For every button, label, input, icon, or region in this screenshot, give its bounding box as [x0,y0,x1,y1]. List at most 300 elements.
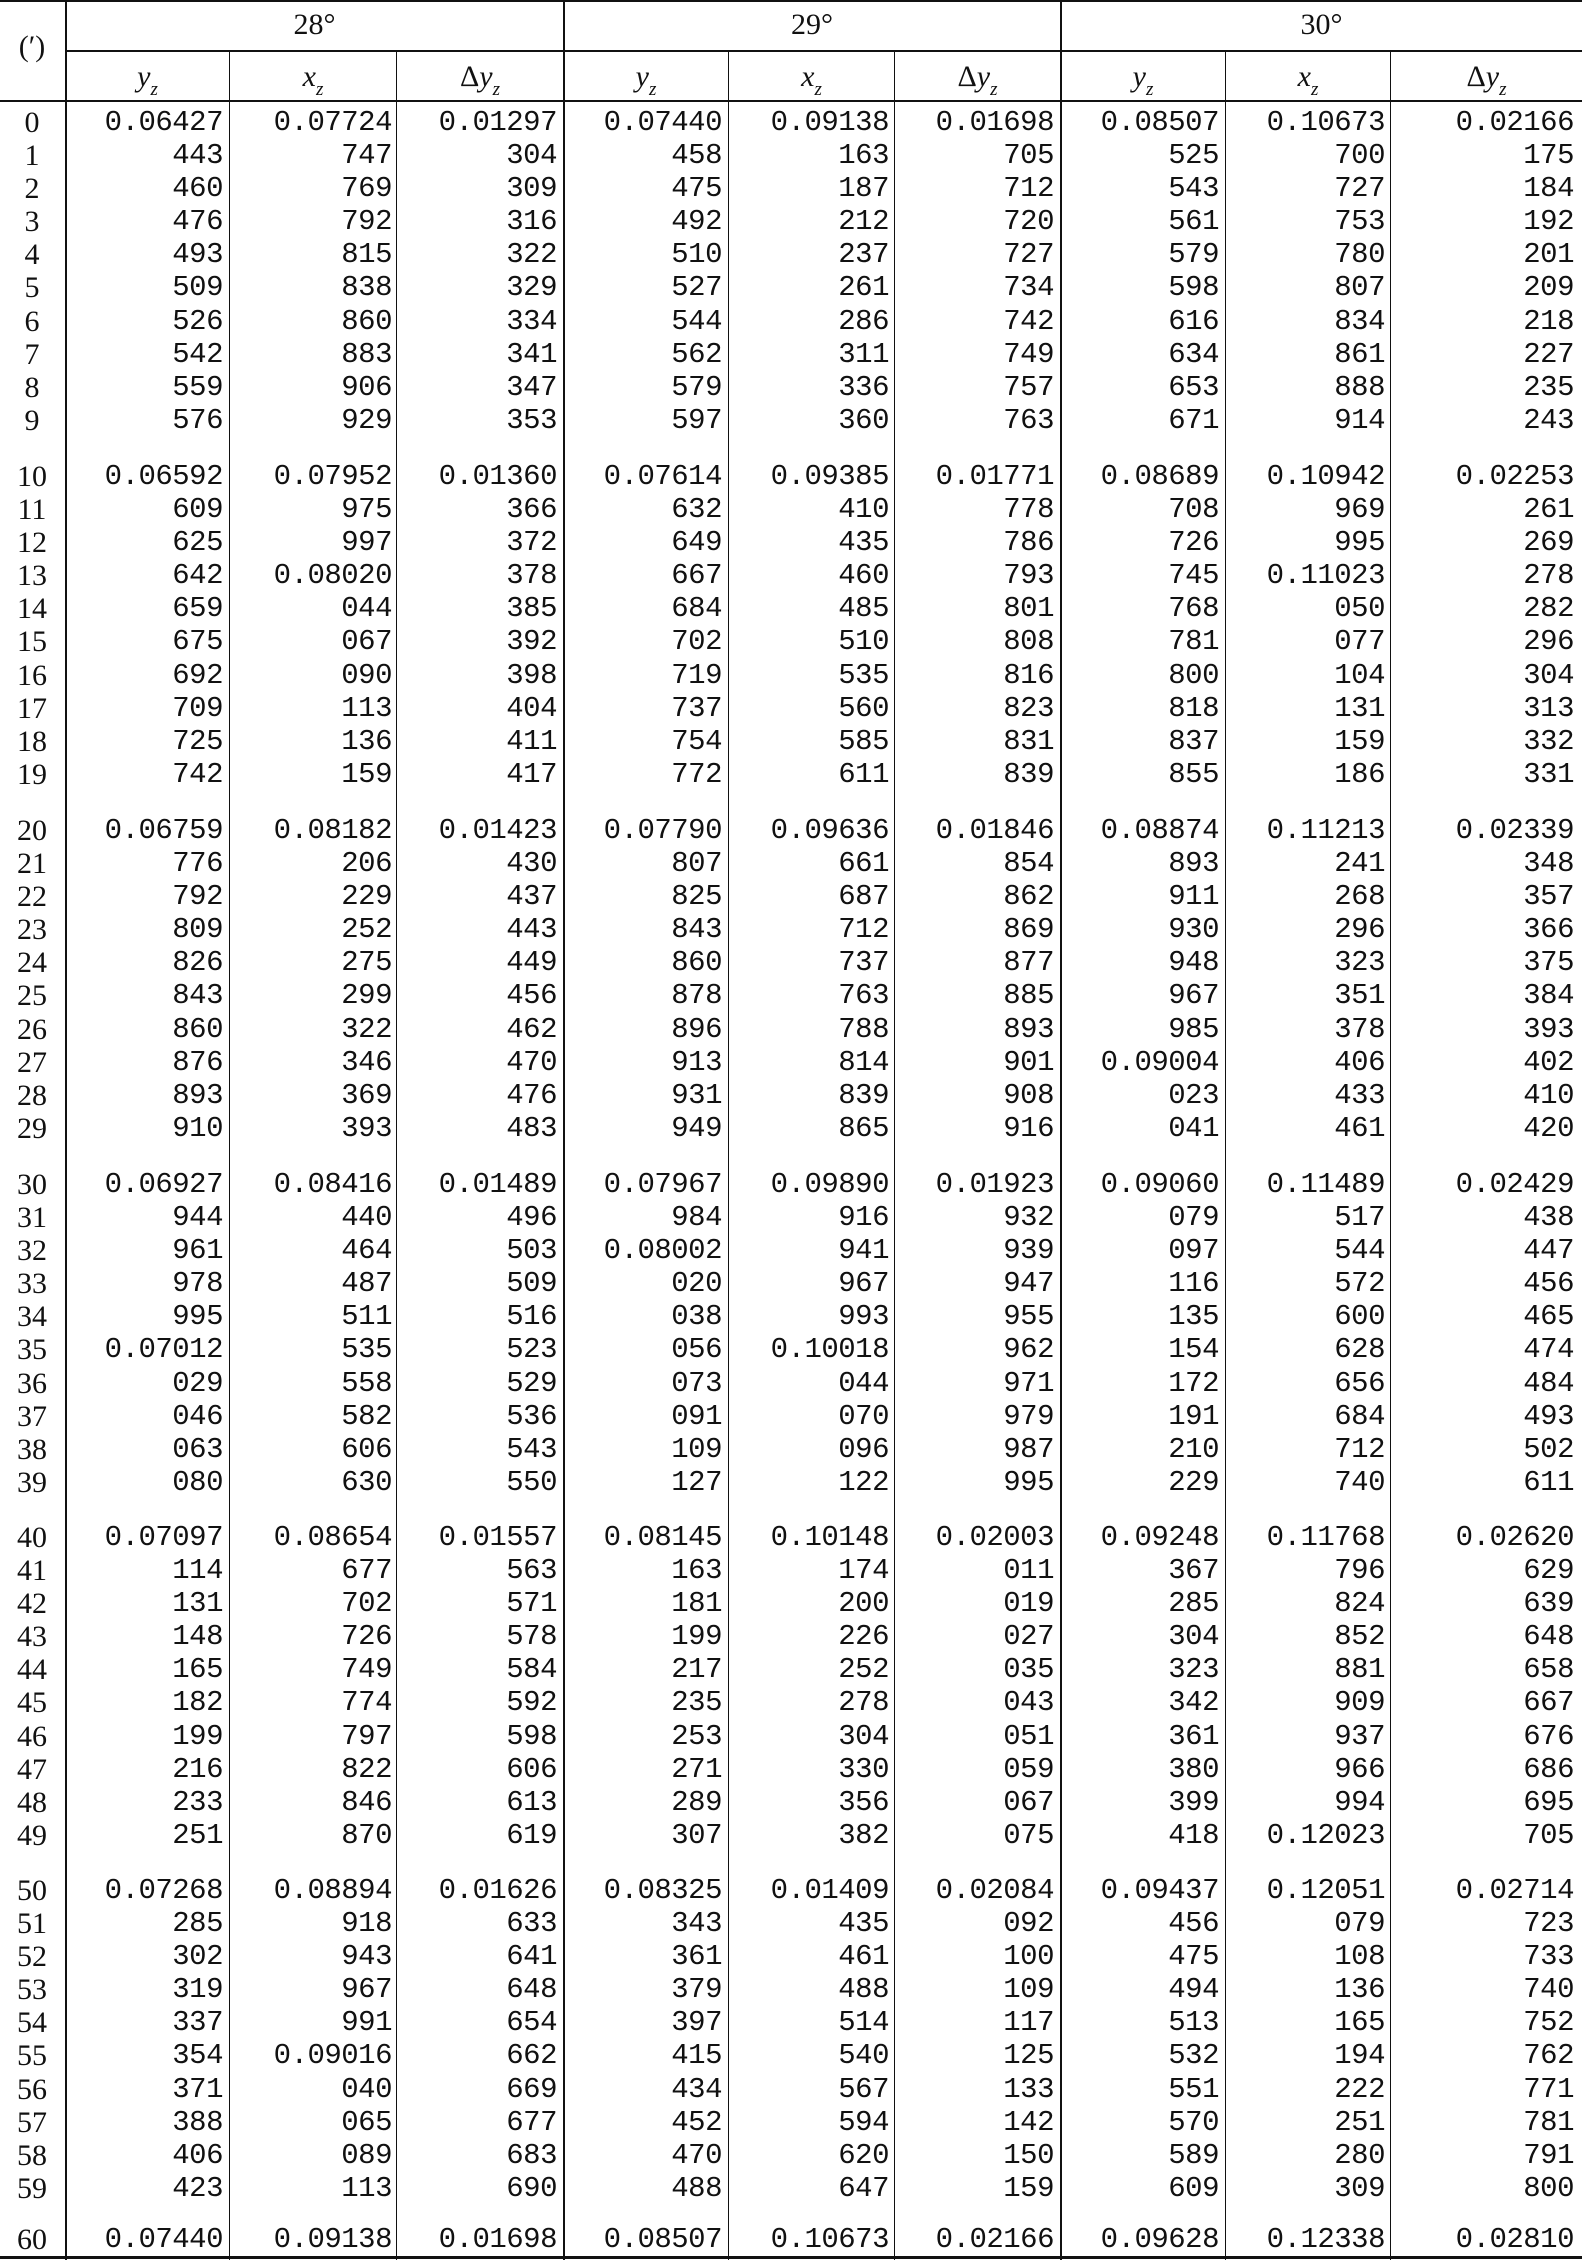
table-row [0,1753,1582,1786]
value-cell: 070 [838,1399,889,1433]
value-cell: 372 [506,526,557,560]
value-cell: 399 [1168,1785,1219,1819]
value-cell: 385 [506,592,557,626]
value-cell: 0.01409 [770,1874,889,1907]
value-cell: 0.07440 [603,106,722,139]
value-cell: 456 [506,979,557,1013]
value-cell: 526 [172,304,223,338]
value-cell: 576 [172,403,223,437]
table-row [0,172,1582,205]
value-cell: 341 [506,337,557,371]
value-cell: 757 [1003,370,1054,404]
value-cell: 278 [838,1686,889,1720]
value-cell: 995 [1334,526,1385,560]
value-cell: 791 [1523,2138,1574,2172]
value-cell: 117 [1003,2006,1054,2040]
value-cell: 630 [341,1465,392,1499]
value-cell: 966 [1334,1752,1385,1786]
table-row [0,1333,1582,1366]
value-cell: 754 [671,724,722,758]
minute-cell: 33 [17,1267,47,1301]
value-cell: 825 [671,880,722,914]
value-cell: 216 [172,1752,223,1786]
minute-cell: 48 [17,1785,47,1819]
value-cell: 243 [1523,403,1574,437]
table-row [0,404,1582,437]
value-cell: 503 [506,1234,557,1268]
value-cell: 434 [671,2072,722,2106]
value-cell: 268 [1334,880,1385,914]
value-cell: 632 [671,493,722,527]
value-cell: 661 [838,847,889,881]
value-cell: 470 [671,2138,722,2172]
table-row [0,1907,1582,1940]
value-cell: 378 [506,559,557,593]
value-cell: 809 [172,913,223,947]
minute-cell: 35 [17,1333,47,1367]
table-row [0,2039,1582,2072]
table-row [0,1400,1582,1433]
value-cell: 648 [506,1973,557,2007]
value-cell: 979 [1003,1399,1054,1433]
value-cell: 616 [1168,304,1219,338]
sub-header-base: y [976,60,991,93]
value-cell: 654 [506,2006,557,2040]
value-cell: 913 [671,1045,722,1079]
minute-cell: 42 [17,1587,47,1621]
value-cell: 885 [1003,979,1054,1013]
table-row [0,493,1582,526]
value-cell: 0.07440 [104,2223,223,2256]
value-cell: 749 [1003,337,1054,371]
value-cell: 0.01489 [438,1168,557,1201]
value-cell: 406 [172,2138,223,2172]
value-cell: 402 [1523,1045,1574,1079]
value-cell: 629 [1523,1554,1574,1588]
value-cell: 343 [671,1907,722,1941]
minute-cell: 39 [17,1465,47,1499]
value-cell: 435 [838,526,889,560]
value-cell: 684 [1334,1399,1385,1433]
value-cell: 114 [172,1554,223,1588]
value-cell: 943 [341,1940,392,1974]
value-cell: 0.01360 [438,460,557,493]
value-cell: 893 [1168,847,1219,881]
table-row [0,1367,1582,1400]
value-cell: 869 [1003,913,1054,947]
minute-cell: 1 [24,139,40,173]
value-cell: 311 [838,337,889,371]
table-row [0,205,1582,238]
value-cell: 332 [1523,724,1574,758]
value-cell: 854 [1003,847,1054,881]
value-cell: 443 [506,913,557,947]
value-cell: 712 [1003,172,1054,206]
value-cell: 551 [1168,2072,1219,2106]
value-cell: 323 [1168,1653,1219,1687]
value-cell: 286 [838,304,889,338]
value-cell: 916 [1003,1111,1054,1145]
value-cell: 456 [1523,1267,1574,1301]
value-cell: 0.01771 [935,460,1054,493]
value-cell: 579 [1168,238,1219,272]
value-cell: 676 [1523,1719,1574,1753]
value-cell: 398 [506,658,557,692]
value-cell: 229 [1168,1465,1219,1499]
value-cell: 150 [1003,2138,1054,2172]
value-cell: 647 [838,2171,889,2205]
sub-column-header [895,54,1060,100]
sub-column-header [66,54,229,100]
value-cell: 065 [341,2105,392,2139]
value-cell: 492 [671,205,722,239]
value-cell: 316 [506,205,557,239]
value-cell: 584 [506,1653,557,1687]
value-cell: 241 [1334,847,1385,881]
value-cell: 423 [172,2171,223,2205]
value-cell: 592 [506,1686,557,1720]
value-cell: 737 [838,946,889,980]
value-cell: 509 [506,1267,557,1301]
row-group [0,814,1582,1145]
value-cell: 814 [838,1045,889,1079]
minute-cell: 34 [17,1300,47,1334]
value-cell: 516 [506,1300,557,1334]
value-cell: 648 [1523,1620,1574,1654]
value-cell: 092 [1003,1907,1054,1941]
value-cell: 0.01846 [935,814,1054,847]
value-cell: 142 [1003,2105,1054,2139]
value-cell: 456 [1168,1907,1219,1941]
table-row [0,559,1582,592]
value-cell: 079 [1168,1201,1219,1235]
value-cell: 994 [1334,1785,1385,1819]
value-cell: 0.02166 [935,2223,1054,2256]
minute-cell: 36 [17,1366,47,1400]
value-cell: 020 [671,1267,722,1301]
value-cell: 077 [1334,625,1385,659]
value-cell: 628 [1334,1333,1385,1367]
table-row [0,106,1582,139]
row-group [0,1874,1582,2205]
minute-cell: 5 [24,271,40,305]
value-cell: 0.11023 [1266,559,1385,593]
value-cell: 855 [1168,757,1219,791]
sub-column-header [1061,54,1225,100]
sub-column-header [564,54,728,100]
value-cell: 947 [1003,1267,1054,1301]
sub-header-base: x [302,60,316,93]
value-cell: 955 [1003,1300,1054,1334]
value-cell: 090 [341,658,392,692]
degree-header-28: 28° [293,8,336,41]
minute-cell: 27 [17,1045,47,1079]
value-cell: 726 [1168,526,1219,560]
value-cell: 192 [1523,205,1574,239]
value-cell: 493 [172,238,223,272]
value-cell: 826 [172,946,223,980]
value-cell: 404 [506,691,557,725]
value-cell: 800 [1523,2171,1574,2205]
value-cell: 712 [838,913,889,947]
value-cell: 752 [1523,2006,1574,2040]
value-cell: 781 [1523,2105,1574,2139]
value-cell: 353 [506,403,557,437]
value-cell: 122 [838,1465,889,1499]
table-row [0,1234,1582,1267]
table-row [0,692,1582,725]
value-cell: 769 [341,172,392,206]
minute-cell: 10 [17,460,47,493]
value-cell: 745 [1168,559,1219,593]
value-cell: 165 [1334,2006,1385,2040]
value-cell: 686 [1523,1752,1574,1786]
value-cell: 839 [838,1078,889,1112]
value-cell: 200 [838,1587,889,1621]
value-cell: 159 [341,757,392,791]
value-cell: 366 [506,493,557,527]
value-cell: 496 [506,1201,557,1235]
value-cell: 447 [1523,1234,1574,1268]
value-cell: 322 [506,238,557,272]
minute-cell: 20 [17,814,47,847]
minute-cell: 25 [17,979,47,1013]
value-cell: 561 [1168,205,1219,239]
value-cell: 285 [1168,1587,1219,1621]
value-cell: 172 [1168,1366,1219,1400]
sub-column-header [729,54,894,100]
table-row [0,1720,1582,1753]
sub-header-prefix: Δ [459,60,480,93]
value-cell: 705 [1003,139,1054,173]
value-cell: 620 [838,2138,889,2172]
value-cell: 594 [838,2105,889,2139]
value-cell: 461 [838,1940,889,1974]
value-cell: 929 [341,403,392,437]
value-cell: 0.01923 [935,1168,1054,1201]
value-cell: 113 [341,2171,392,2205]
value-cell: 411 [506,724,557,758]
value-cell: 514 [838,2006,889,2040]
row-group [0,1521,1582,1852]
value-cell: 199 [671,1620,722,1654]
value-cell: 309 [1334,2171,1385,2205]
value-cell: 816 [1003,658,1054,692]
minute-cell: 14 [17,592,47,626]
minute-cell: 2 [24,172,40,206]
value-cell: 776 [172,847,223,881]
value-cell: 780 [1334,238,1385,272]
value-cell: 667 [671,559,722,593]
value-cell: 529 [506,1366,557,1400]
table-row [0,725,1582,758]
value-cell: 154 [1168,1333,1219,1367]
sub-header-base: x [1297,60,1311,93]
value-cell: 038 [671,1300,722,1334]
table-row [0,758,1582,791]
value-cell: 772 [671,757,722,791]
value-cell: 367 [1168,1554,1219,1588]
value-cell: 417 [506,757,557,791]
value-cell: 675 [172,625,223,659]
value-cell: 831 [1003,724,1054,758]
sub-header-prefix: Δ [1466,60,1486,93]
value-cell: 289 [671,1785,722,1819]
value-cell: 0.09016 [273,2039,392,2073]
value-cell: 165 [172,1653,223,1687]
value-cell: 740 [1334,1465,1385,1499]
value-cell: 330 [838,1752,889,1786]
minute-cell: 0 [24,106,40,139]
value-cell: 356 [838,1785,889,1819]
minute-cell: 22 [17,880,47,914]
value-cell: 727 [1334,172,1385,206]
value-cell: 0.09628 [1100,2223,1219,2256]
table-row [0,2172,1582,2205]
minute-cell: 12 [17,526,47,560]
value-cell: 0.08654 [273,1521,392,1554]
value-cell: 948 [1168,946,1219,980]
table-row [0,1201,1582,1234]
value-cell: 476 [172,205,223,239]
sub-header-base: y [137,60,151,93]
value-cell: 393 [341,1111,392,1145]
value-cell: 125 [1003,2039,1054,2073]
table-row [0,1079,1582,1112]
value-cell: 987 [1003,1432,1054,1466]
value-cell: 542 [172,337,223,371]
value-cell: 0.01698 [935,106,1054,139]
value-cell: 0.01557 [438,1521,557,1554]
value-cell: 997 [341,526,392,560]
table-row [0,1521,1582,1554]
value-cell: 212 [838,205,889,239]
value-cell: 931 [671,1078,722,1112]
value-cell: 0.08182 [273,814,392,847]
value-cell: 0.07614 [603,460,722,493]
value-cell: 384 [1523,979,1574,1013]
value-cell: 440 [341,1201,392,1235]
value-cell: 0.01698 [438,2223,557,2256]
value-cell: 218 [1523,304,1574,338]
table-row [0,659,1582,692]
value-cell: 462 [506,1012,557,1046]
value-cell: 067 [1003,1785,1054,1819]
sub-header-subscript: z [648,79,657,100]
value-cell: 763 [1003,403,1054,437]
value-cell: 906 [341,370,392,404]
value-cell: 641 [506,1940,557,1974]
value-cell: 788 [838,1012,889,1046]
table-row-final [0,2223,1582,2256]
value-cell: 302 [172,1940,223,1974]
value-cell: 0.08507 [603,2223,722,2256]
bottom-rule [0,2256,1582,2259]
sub-header-subscript: z [1145,79,1154,100]
value-cell: 734 [1003,271,1054,305]
value-cell: 0.07268 [104,1874,223,1907]
value-cell: 131 [172,1587,223,1621]
value-cell: 046 [172,1399,223,1433]
value-cell: 511 [341,1300,392,1334]
minute-cell: 49 [17,1818,47,1852]
value-cell: 133 [1003,2072,1054,2106]
value-cell: 0.10673 [1266,106,1385,139]
value-cell: 967 [838,1267,889,1301]
value-cell: 0.02810 [1455,2223,1574,2256]
value-cell: 949 [671,1111,722,1145]
value-cell: 800 [1168,658,1219,692]
value-cell: 0.12338 [1266,2223,1385,2256]
value-cell: 474 [1523,1333,1574,1367]
value-cell: 091 [671,1399,722,1433]
value-cell: 742 [172,757,223,791]
value-cell: 742 [1003,304,1054,338]
minute-cell: 7 [24,337,40,371]
value-cell: 877 [1003,946,1054,980]
value-cell: 229 [341,880,392,914]
table-row [0,1786,1582,1819]
value-cell: 0.07967 [603,1168,722,1201]
row-group [0,460,1582,791]
value-cell: 044 [838,1366,889,1400]
value-cell: 233 [172,1785,223,1819]
value-cell: 201 [1523,238,1574,272]
value-cell: 280 [1334,2138,1385,2172]
sub-column-header [1226,54,1390,100]
minute-column-header: (′) [18,30,46,63]
value-cell: 375 [1523,946,1574,980]
value-cell: 0.02620 [1455,1521,1574,1554]
value-cell: 433 [1334,1078,1385,1112]
value-cell: 861 [1334,337,1385,371]
value-cell: 914 [1334,403,1385,437]
value-cell: 131 [1334,691,1385,725]
minute-cell: 6 [24,304,40,338]
value-cell: 0.02429 [1455,1168,1574,1201]
value-cell: 041 [1168,1111,1219,1145]
table-row [0,460,1582,493]
minute-cell: 17 [17,691,47,725]
value-cell: 275 [341,946,392,980]
value-cell: 109 [1003,1973,1054,2007]
value-cell: 876 [172,1045,223,1079]
value-cell: 0.06592 [104,460,223,493]
value-cell: 967 [1168,979,1219,1013]
sub-header-prefix: Δ [957,60,977,93]
value-cell: 406 [1334,1045,1385,1079]
value-cell: 563 [506,1554,557,1588]
value-cell: 342 [1168,1686,1219,1720]
value-cell: 100 [1003,1940,1054,1974]
table-row [0,1466,1582,1499]
value-cell: 677 [341,1554,392,1588]
value-cell: 837 [1168,724,1219,758]
minute-cell: 50 [17,1874,47,1907]
value-cell: 063 [172,1432,223,1466]
minute-cell: 55 [17,2039,47,2073]
value-cell: 737 [671,691,722,725]
table-row [0,1620,1582,1653]
value-cell: 104 [1334,658,1385,692]
value-cell: 932 [1003,1201,1054,1235]
minute-cell: 31 [17,1201,47,1235]
minute-cell: 45 [17,1686,47,1720]
degree-header-29: 29° [791,8,833,41]
value-cell: 611 [838,757,889,791]
value-cell: 502 [1523,1432,1574,1466]
value-cell: 346 [341,1045,392,1079]
